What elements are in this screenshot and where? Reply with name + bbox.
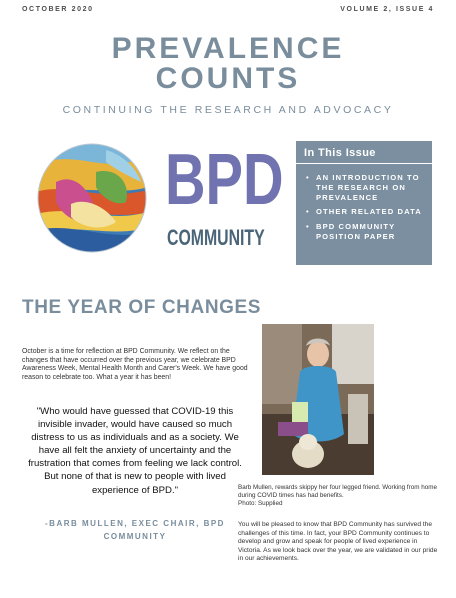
issue-date: OCTOBER 2020 bbox=[22, 6, 94, 13]
article-intro: October is a time for reflection at BPD Community. We reflect on the changes that have occurred over the previous year, we celebrate BPD Awareness Week, Mental Health Month and Carer's Week. We have good reason to celebrate too. What a year it has been! bbox=[22, 348, 248, 381]
photo-barb-mullen-with-dog bbox=[262, 324, 374, 475]
photo-credit: Photo: Supplied bbox=[238, 500, 283, 507]
list-item: • AN INTRODUCTION TO THE RESEARCH ON PREVALENCE bbox=[306, 173, 426, 202]
quote-attribution: -BARB MULLEN, EXEC CHAIR, BPD COMMUNITY bbox=[45, 519, 225, 541]
title-line-2: COUNTS bbox=[155, 62, 301, 95]
photo-caption bbox=[238, 484, 446, 508]
newsletter-title bbox=[0, 34, 456, 94]
logo-community-text: COMMUNITY bbox=[167, 225, 265, 250]
bpd-community-logo bbox=[20, 140, 288, 263]
header-bar bbox=[22, 6, 434, 20]
newsletter-tagline: CONTINUING THE RESEARCH AND ADVOCACY bbox=[62, 104, 394, 116]
title-line-1: PREVALENCE bbox=[111, 32, 345, 65]
in-this-issue-list bbox=[306, 173, 426, 247]
panel-divider bbox=[296, 163, 432, 164]
article-title: THE YEAR OF CHANGES bbox=[22, 297, 262, 318]
list-item: • OTHER RELATED DATA bbox=[306, 207, 426, 217]
issue-volume: VOLUME 2, ISSUE 4 bbox=[340, 6, 434, 13]
caption-text: Barb Mullen, rewards skippy her four legged friend. Working from home during COVID times has had benefits. bbox=[238, 484, 438, 499]
in-this-issue-panel bbox=[296, 141, 432, 265]
in-this-issue-heading: In This Issue bbox=[304, 147, 376, 159]
pull-quote: "Who would have guessed that COVID-19 this invisible invader, would have caused so much distress to us as individuals and as a society. We have all felt the anxiety of uncertainty and the frustration that comes from feeling we lack control. But none of that is new to people with lived experience of BPD." bbox=[28, 406, 242, 496]
article-body: You will be pleased to know that BPD Community has survived the challenges of this time. In fact, your BPD Community continues to develop and grow and speak for people of lived experience in Victoria. As we look back over the year, we are validated in our pride in our achievements. bbox=[238, 521, 438, 563]
watercolor-circle-icon bbox=[36, 142, 148, 254]
list-item: • BPD COMMUNITY POSITION PAPER bbox=[306, 222, 426, 242]
logo-bpd-text: BPD bbox=[165, 140, 284, 220]
